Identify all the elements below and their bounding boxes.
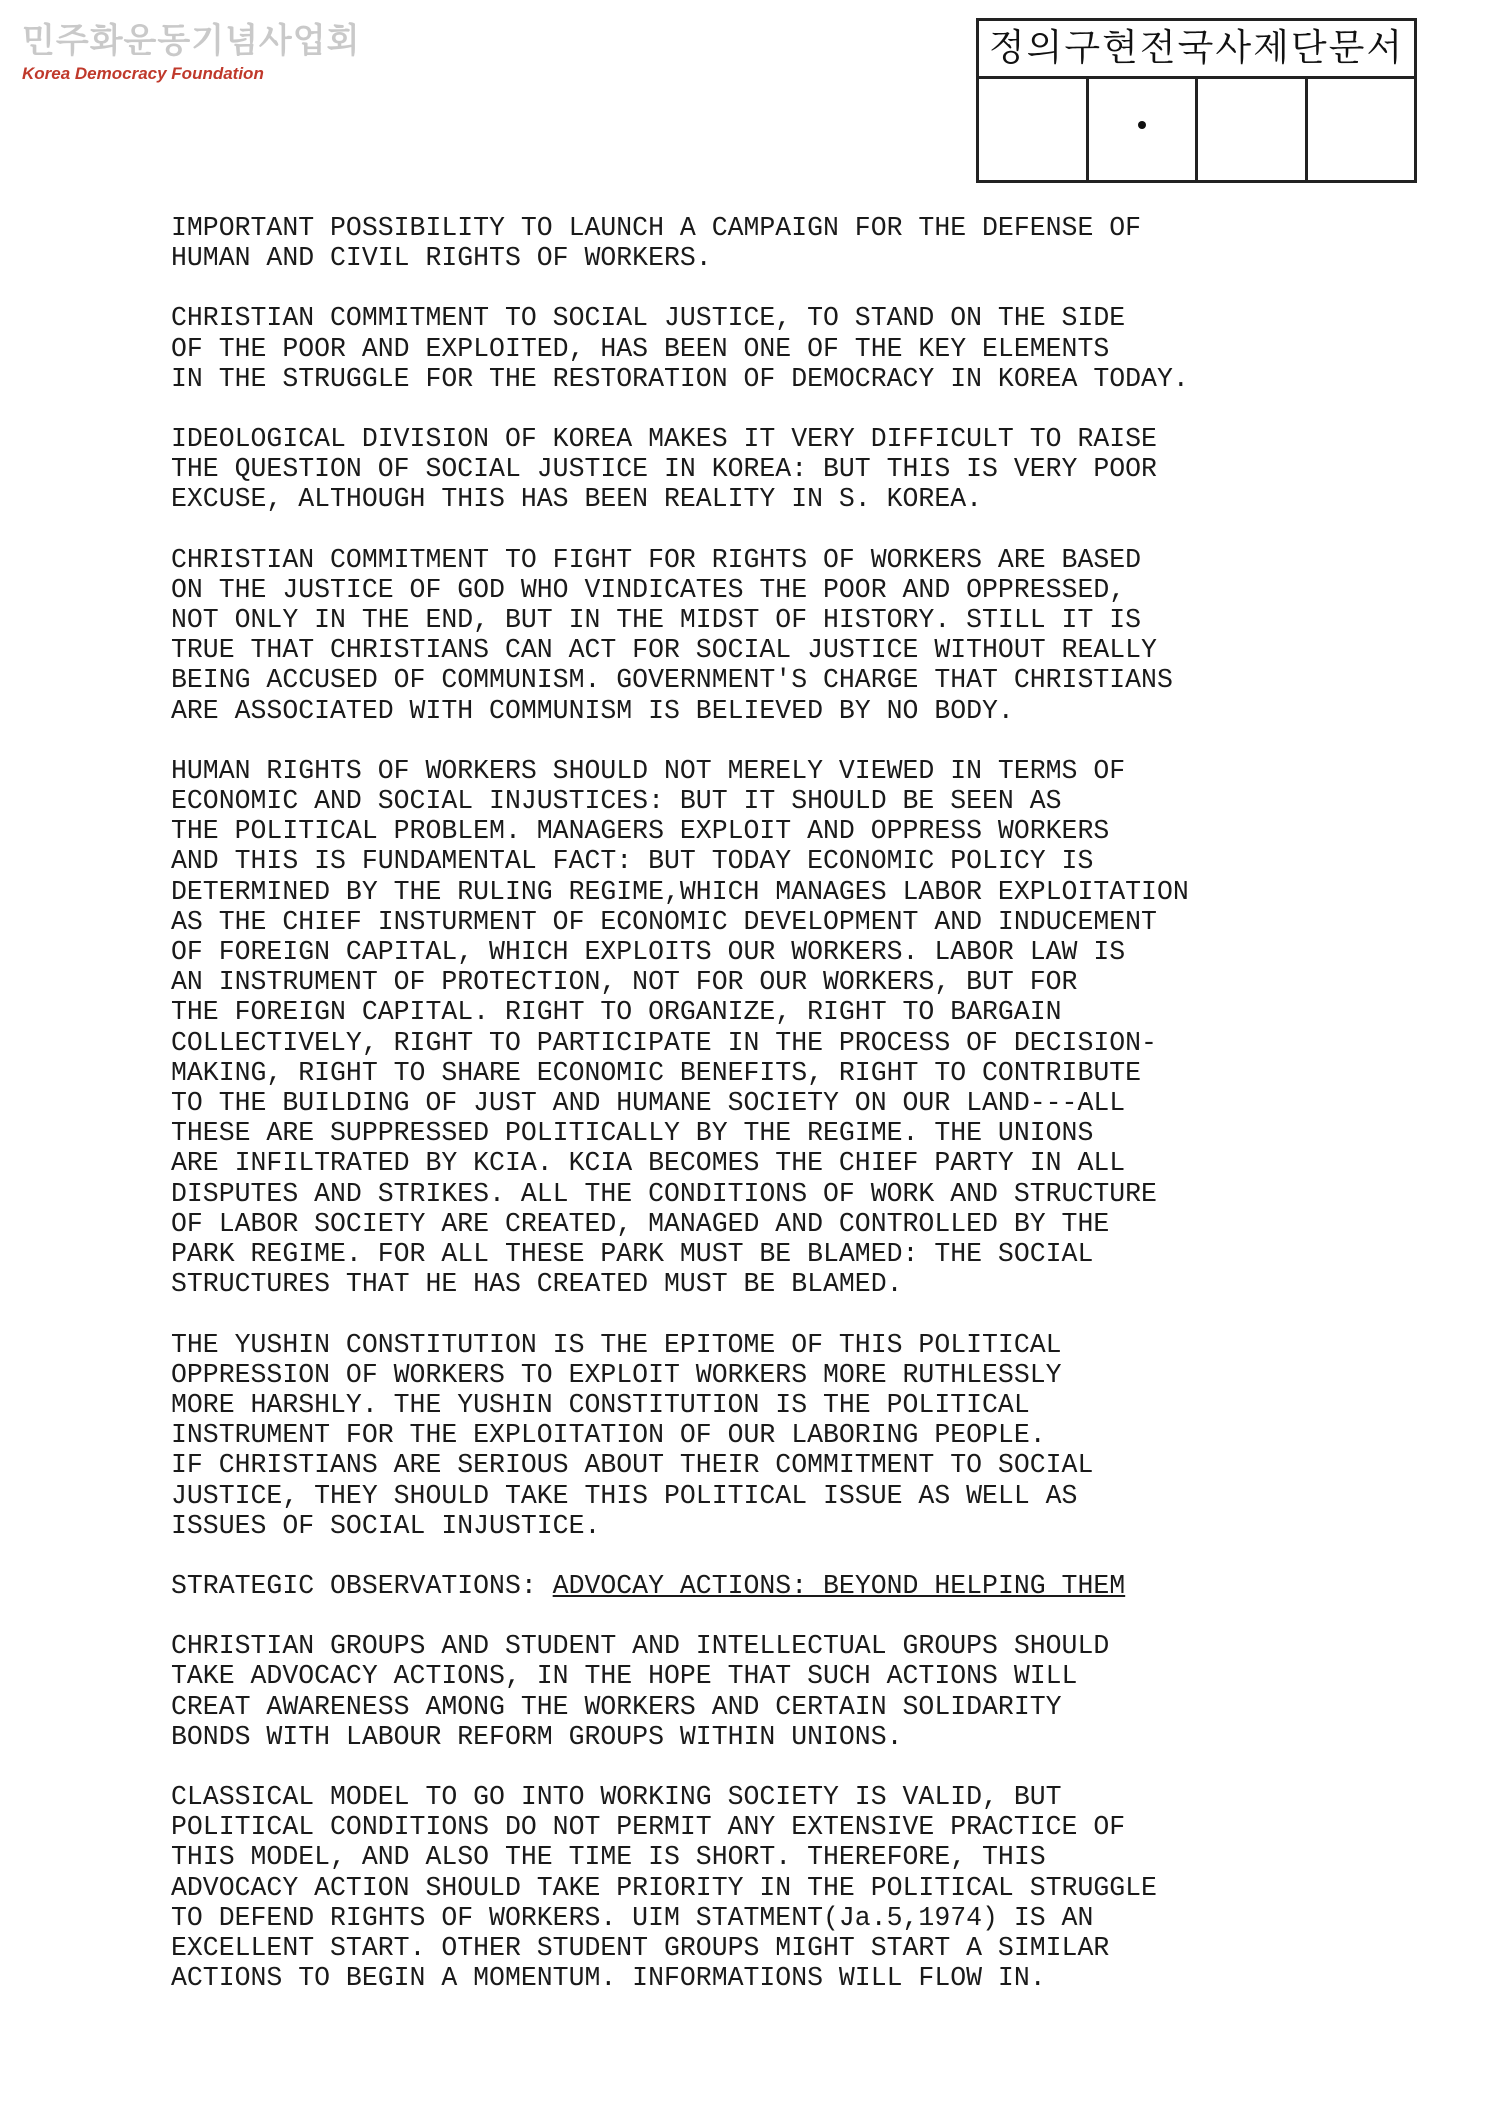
text-line: TO DEFEND RIGHTS OF WORKERS. UIM STATMENT(Ja.5,1974) IS AN	[171, 1902, 1094, 1933]
text-line: IN THE STRUGGLE FOR THE RESTORATION OF DEMOCRACY IN KOREA TODAY.	[171, 363, 1189, 394]
text-line: JUSTICE, THEY SHOULD TAKE THIS POLITICAL ISSUE AS WELL AS	[171, 1480, 1078, 1511]
strategic-heading	[171, 1571, 1361, 1601]
stamp-cell-marked	[1089, 79, 1199, 180]
text-line: ADVOCACY ACTION SHOULD TAKE PRIORITY IN THE POLITICAL STRUGGLE	[171, 1872, 1157, 1903]
text-line: PARK REGIME. FOR ALL THESE PARK MUST BE BLAMED: THE SOCIAL	[171, 1239, 1094, 1270]
text-line: CHRISTIAN GROUPS AND STUDENT AND INTELLECTUAL GROUPS SHOULD	[171, 1631, 1110, 1662]
text-line: ISSUES OF SOCIAL INJUSTICE.	[171, 1510, 601, 1541]
text-line: ACTIONS TO BEGIN A MOMENTUM. INFORMATIONS WILL FLOW IN.	[171, 1963, 1046, 1994]
watermark-korean-text: 민주화운동기념사업회	[22, 21, 361, 61]
paragraph	[171, 545, 1361, 726]
paragraphs-before	[171, 213, 1361, 1541]
text-line: OPPRESSION OF WORKERS TO EXPLOIT WORKERS MORE RUTHLESSLY	[171, 1359, 1062, 1390]
text-line: ECONOMIC AND SOCIAL INJUSTICES: BUT IT SHOULD BE SEEN AS	[171, 786, 1062, 817]
stamp-cell	[1308, 79, 1415, 180]
text-line: THE YUSHIN CONSTITUTION IS THE EPITOME OF THIS POLITICAL	[171, 1329, 1062, 1360]
text-line: IDEOLOGICAL DIVISION OF KOREA MAKES IT VERY DIFFICULT TO RAISE	[171, 424, 1157, 455]
text-line: EXCELLENT START. OTHER STUDENT GROUPS MIGHT START A SIMILAR	[171, 1932, 1110, 1963]
text-line: EXCUSE, ALTHOUGH THIS HAS BEEN REALITY IN S. KOREA.	[171, 484, 983, 515]
text-line: IF CHRISTIANS ARE SERIOUS ABOUT THEIR COMMITMENT TO SOCIAL	[171, 1450, 1094, 1481]
text-line: IMPORTANT POSSIBILITY TO LAUNCH A CAMPAIGN FOR THE DEFENSE OF	[171, 213, 1142, 243]
text-line: CLASSICAL MODEL TO GO INTO WORKING SOCIETY IS VALID, BUT	[171, 1781, 1062, 1812]
paragraph	[171, 424, 1361, 515]
text-line: OF FOREIGN CAPITAL, WHICH EXPLOITS OUR WORKERS. LABOR LAW IS	[171, 937, 1126, 968]
text-line: THIS MODEL, AND ALSO THE TIME IS SHORT. THEREFORE, THIS	[171, 1842, 1046, 1873]
text-line: TAKE ADVOCACY ACTIONS, IN THE HOPE THAT SUCH ACTIONS WILL	[171, 1661, 1078, 1692]
stamp-cells	[979, 79, 1414, 180]
text-line: COLLECTIVELY, RIGHT TO PARTICIPATE IN THE PROCESS OF DECISION-	[171, 1027, 1157, 1058]
paragraph	[171, 1631, 1361, 1752]
text-line: ARE INFILTRATED BY KCIA. KCIA BECOMES THE CHIEF PARTY IN ALL	[171, 1148, 1126, 1179]
text-line: OF THE POOR AND EXPLOITED, HAS BEEN ONE OF THE KEY ELEMENTS	[171, 333, 1110, 364]
text-line: THESE ARE SUPPRESSED POLITICALLY BY THE REGIME. THE UNIONS	[171, 1118, 1094, 1149]
text-line: ARE ASSOCIATED WITH COMMUNISM IS BELIEVED BY NO BODY.	[171, 695, 1014, 726]
text-line: INSTRUMENT FOR THE EXPLOITATION OF OUR LABORING PEOPLE.	[171, 1420, 1046, 1451]
text-line: THE POLITICAL PROBLEM. MANAGERS EXPLOIT AND OPPRESS WORKERS	[171, 816, 1110, 847]
text-line: STRUCTURES THAT HE HAS CREATED MUST BE BLAMED.	[171, 1269, 903, 1300]
stamp-cell	[979, 79, 1089, 180]
stamp-cell	[1198, 79, 1308, 180]
paragraph	[171, 756, 1361, 1300]
text-line: AN INSTRUMENT OF PROTECTION, NOT FOR OUR WORKERS, BUT FOR	[171, 967, 1078, 998]
stamp-title: 정의구현전국사제단문서	[979, 21, 1414, 79]
text-line: CHRISTIAN COMMITMENT TO SOCIAL JUSTICE, TO STAND ON THE SIDE	[171, 303, 1126, 334]
text-line: AND THIS IS FUNDAMENTAL FACT: BUT TODAY ECONOMIC POLICY IS	[171, 846, 1094, 877]
paragraph	[171, 1782, 1361, 1993]
text-line: THE FOREIGN CAPITAL. RIGHT TO ORGANIZE, RIGHT TO BARGAIN	[171, 997, 1062, 1028]
text-line: TRUE THAT CHRISTIANS CAN ACT FOR SOCIAL JUSTICE WITHOUT REALLY	[171, 635, 1157, 666]
watermark-english-text: Korea Democracy Foundation	[22, 64, 264, 83]
heading-prefix: STRATEGIC OBSERVATIONS:	[171, 1570, 553, 1601]
heading-underlined: ADVOCAY ACTIONS: BEYOND HELPING THEM	[552, 1570, 1126, 1601]
stamp-dot	[1138, 121, 1146, 129]
text-line: BONDS WITH LABOUR REFORM GROUPS WITHIN UNIONS.	[171, 1721, 903, 1752]
text-line: BEING ACCUSED OF COMMUNISM. GOVERNMENT'S CHARGE THAT CHRISTIANS	[171, 665, 1173, 696]
paragraph	[171, 303, 1361, 394]
text-line: OF LABOR SOCIETY ARE CREATED, MANAGED AND CONTROLLED BY THE	[171, 1208, 1110, 1239]
text-line: THE QUESTION OF SOCIAL JUSTICE IN KOREA: BUT THIS IS VERY POOR	[171, 454, 1157, 485]
text-line: NOT ONLY IN THE END, BUT IN THE MIDST OF HISTORY. STILL IT IS	[171, 605, 1142, 636]
text-line: ON THE JUSTICE OF GOD WHO VINDICATES THE POOR AND OPPRESSED,	[171, 574, 1126, 605]
text-line: TO THE BUILDING OF JUST AND HUMANE SOCIETY ON OUR LAND---ALL	[171, 1088, 1126, 1119]
text-line: AS THE CHIEF INSTURMENT OF ECONOMIC DEVELOPMENT AND INDUCEMENT	[171, 906, 1157, 937]
text-line: CHRISTIAN COMMITMENT TO FIGHT FOR RIGHTS OF WORKERS ARE BASED	[171, 544, 1142, 575]
paragraph	[171, 213, 1361, 273]
archive-stamp	[976, 18, 1417, 183]
text-line: DISPUTES AND STRIKES. ALL THE CONDITIONS OF WORK AND STRUCTURE	[171, 1178, 1157, 1209]
text-line: HUMAN RIGHTS OF WORKERS SHOULD NOT MERELY VIEWED IN TERMS OF	[171, 755, 1126, 786]
document-body	[171, 213, 1361, 2023]
paragraph	[171, 1330, 1361, 1541]
text-line: HUMAN AND CIVIL RIGHTS OF WORKERS.	[171, 243, 712, 274]
paragraphs-after	[171, 1631, 1361, 1993]
text-line: MAKING, RIGHT TO SHARE ECONOMIC BENEFITS, RIGHT TO CONTRIBUTE	[171, 1057, 1142, 1088]
text-line: POLITICAL CONDITIONS DO NOT PERMIT ANY EXTENSIVE PRACTICE OF	[171, 1812, 1126, 1843]
watermark-logo	[22, 22, 360, 84]
text-line: DETERMINED BY THE RULING REGIME,WHICH MANAGES LABOR EXPLOITATION	[171, 876, 1189, 907]
text-line: MORE HARSHLY. THE YUSHIN CONSTITUTION IS THE POLITICAL	[171, 1389, 1030, 1420]
text-line: CREAT AWARENESS AMONG THE WORKERS AND CERTAIN SOLIDARITY	[171, 1691, 1062, 1722]
